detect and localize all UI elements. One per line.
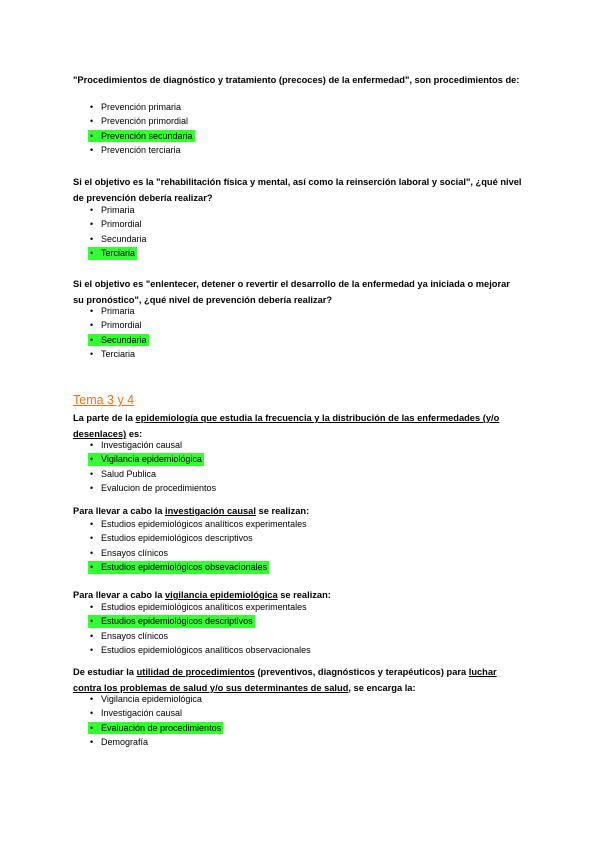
option-label: Estudios epidemiológicos analíticos experimentales <box>101 602 307 612</box>
option-label: Ensayos clínicos <box>101 630 169 641</box>
bullet-icon: • <box>90 737 94 748</box>
list-item <box>88 721 221 735</box>
bullet-icon: • <box>90 547 94 558</box>
list-item <box>88 203 147 217</box>
question-4-options <box>88 438 216 496</box>
option-label: Secundaria <box>101 334 147 345</box>
option-label: Terciaria <box>101 248 136 259</box>
option-label: Investigación causal <box>101 440 183 450</box>
option-label: Estudios epidemiológicos descriptivos <box>101 616 253 627</box>
option-label: Evaluación de procedimientos <box>101 722 222 733</box>
option-label: Estudios epidemiológicos descriptivos <box>101 533 253 544</box>
bullet-icon: • <box>90 454 94 465</box>
list-item <box>88 438 216 452</box>
option-label: Evalucion de procedimientos <box>101 483 217 494</box>
bullet-icon: • <box>90 468 94 479</box>
question-7-options <box>88 692 221 750</box>
option-label: Demografía <box>101 737 149 748</box>
section-title: Tema 3 y 4 <box>73 393 135 407</box>
list-item <box>88 531 307 545</box>
question-5-options <box>88 517 307 575</box>
option-label: Primordial <box>101 219 142 230</box>
question-6-part-1: Para llevar a cabo la <box>73 590 165 600</box>
bullet-icon: • <box>90 483 94 494</box>
bullet-icon: • <box>90 205 94 215</box>
list-item <box>88 560 307 574</box>
option-label: Prevención terciaria <box>101 145 181 156</box>
bullet-icon: • <box>90 708 94 719</box>
list-item <box>88 614 311 628</box>
bullet-icon: • <box>90 562 94 573</box>
option-label: Terciaria <box>101 349 136 360</box>
question-7-part-5: , se encarga la: <box>348 683 416 693</box>
question-5-part-2: investigación causal <box>165 506 256 516</box>
option-label: Prevención primordial <box>101 116 189 127</box>
option-label: Estudios epidemiológicos analíticos observacionales <box>101 645 311 656</box>
list-item <box>88 600 311 614</box>
bullet-icon: • <box>90 645 94 656</box>
bullet-icon: • <box>90 630 94 641</box>
bullet-icon: • <box>90 130 94 141</box>
question-7-part-2: utilidad de procedimientos <box>136 667 255 677</box>
question-7-part-4: luchar contra los problemas de salud y/o sus determinantes de salud <box>73 667 497 693</box>
list-item <box>88 114 193 128</box>
bullet-icon: • <box>90 519 94 529</box>
list-item <box>88 467 216 481</box>
bullet-icon: • <box>90 334 94 345</box>
list-item <box>88 735 221 749</box>
list-item <box>88 129 193 143</box>
option-label: Prevención secundaria <box>101 130 193 141</box>
list-item <box>88 692 221 706</box>
bullet-icon: • <box>90 116 94 127</box>
bullet-icon: • <box>90 233 94 244</box>
list-item <box>88 100 193 114</box>
list-item <box>88 629 311 643</box>
question-6-part-2: vigilancia epidemiológica <box>165 590 278 600</box>
option-label: Primaria <box>101 205 135 215</box>
question-7-part-1: De estudiar la <box>73 667 137 677</box>
option-label: Estudios epidemiológicos analíticos experimentales <box>101 519 307 529</box>
question-1: "Procedimientos de diagnóstico y tratamiento (precoces) de la enfermedad", son procedimientos de: <box>73 75 520 85</box>
bullet-icon: • <box>90 248 94 259</box>
option-label: Ensayos clínicos <box>101 547 169 558</box>
list-item <box>88 232 147 246</box>
list-item <box>88 452 216 466</box>
option-label: Investigación causal <box>101 708 183 719</box>
list-item <box>88 517 307 531</box>
bullet-icon: • <box>90 616 94 627</box>
question-7-part-3: (preventivos, diagnósticos y terapéuticos) para <box>254 667 469 677</box>
question-4-part-1: La parte de la <box>73 413 136 423</box>
list-item <box>88 318 147 332</box>
list-item <box>88 217 147 231</box>
list-item <box>88 643 311 657</box>
question-4-part-3: es: <box>126 429 143 439</box>
bullet-icon: • <box>90 440 94 450</box>
option-label: Estudios epidemiológicos obsevacionales <box>101 562 268 573</box>
list-item <box>88 481 216 495</box>
bullet-icon: • <box>90 722 94 733</box>
bullet-icon: • <box>90 219 94 230</box>
question-3-options <box>88 304 147 362</box>
bullet-icon: • <box>90 145 94 156</box>
option-label: Salud Publica <box>101 468 157 479</box>
list-item <box>88 246 147 260</box>
bullet-icon: • <box>90 602 94 612</box>
question-6-options <box>88 600 311 658</box>
bullet-icon: • <box>90 533 94 544</box>
question-5-part-1: Para llevar a cabo la <box>73 506 165 516</box>
option-label: Primordial <box>101 320 142 331</box>
question-5-part-3: se realizan: <box>255 506 310 516</box>
question-2: Si el objetivo es la "rehabilitación física y mental, así como la reinserción laboral y social", ¿qué nivel de prevención debería realizar? <box>73 177 522 203</box>
list-item <box>88 333 147 347</box>
question-4-part-2: epidemiología que estudia la frecuencia y la distribución de las enfermedades (y/o desenlaces) <box>73 413 500 439</box>
option-label: Prevención primaria <box>101 102 182 112</box>
list-item <box>88 143 193 157</box>
question-1-options <box>88 100 193 158</box>
option-label: Vigilancia epidemiológica <box>101 454 202 465</box>
list-item <box>88 304 147 318</box>
bullet-icon: • <box>90 306 94 316</box>
bullet-icon: • <box>90 320 94 331</box>
list-item <box>88 706 221 720</box>
option-label: Secundaria <box>101 233 147 244</box>
option-label: Primaria <box>101 306 135 316</box>
list-item <box>88 546 307 560</box>
bullet-icon: • <box>90 349 94 360</box>
option-label: Vigilancia epidemiológica <box>101 694 202 704</box>
question-2-options <box>88 203 147 261</box>
list-item <box>88 347 147 361</box>
bullet-icon: • <box>90 102 94 112</box>
question-6-part-3: se realizan: <box>277 590 331 600</box>
question-3: Si el objetivo es "enlentecer, detener o revertir el desarrollo de la enfermedad ya iniciada o mejorar su pronóstico", ¿qué nivel de prevención debería realizar? <box>73 279 510 305</box>
bullet-icon: • <box>90 694 94 704</box>
